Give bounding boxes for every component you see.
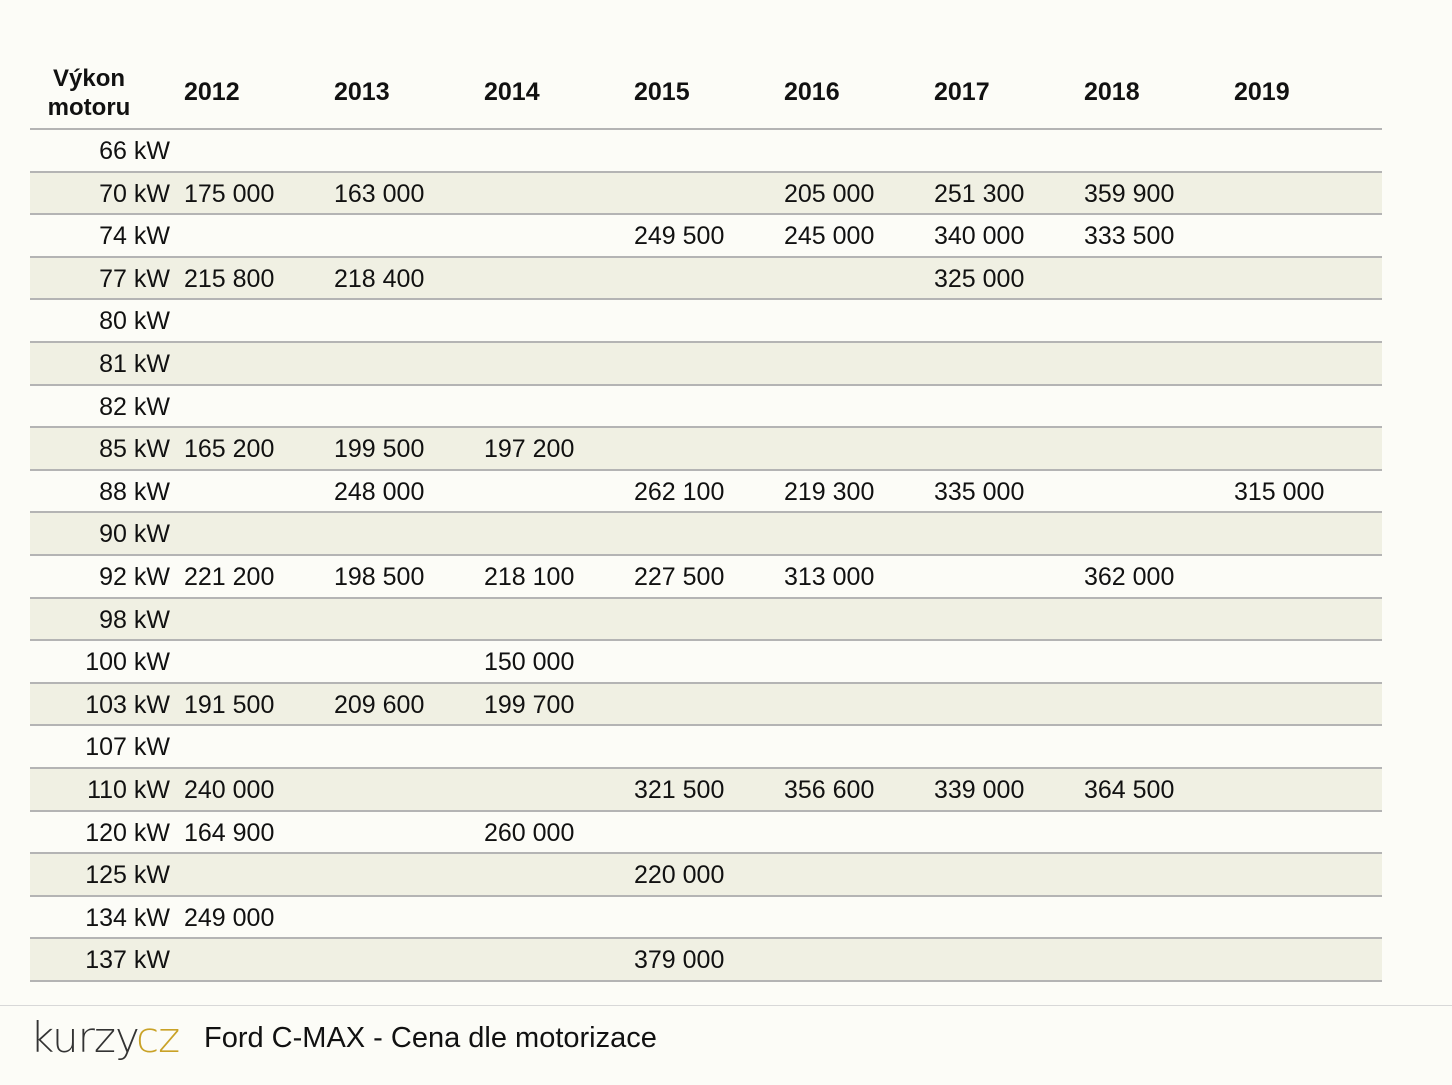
- column-header-2015: 2015: [634, 78, 690, 106]
- table-row: [30, 641, 1382, 684]
- price-cell: 362 000: [1084, 562, 1175, 591]
- price-cell: 260 000: [484, 818, 575, 847]
- row-label-power: 82 kW: [99, 392, 170, 421]
- price-cell: 227 500: [634, 562, 725, 591]
- power-column-header: [30, 64, 148, 122]
- price-cell: 335 000: [934, 477, 1025, 506]
- price-cell: 251 300: [934, 179, 1025, 208]
- footer: [0, 1005, 1452, 1085]
- row-label-power: 98 kW: [99, 605, 170, 634]
- table-row: [30, 428, 1382, 471]
- price-cell: 364 500: [1084, 775, 1175, 804]
- logo-text-cz: cz: [136, 1014, 180, 1062]
- table-row: [30, 513, 1382, 556]
- price-cell: 313 000: [784, 562, 875, 591]
- price-cell: 163 000: [334, 179, 425, 208]
- column-header-2018: 2018: [1084, 78, 1140, 106]
- price-cell: 198 500: [334, 562, 425, 591]
- price-cell: 221 200: [184, 562, 275, 591]
- table-row: [30, 939, 1382, 982]
- price-cell: 245 000: [784, 222, 875, 251]
- table-row: [30, 599, 1382, 642]
- logo-text-kurzy: kurzy: [30, 1014, 139, 1062]
- column-header-2016: 2016: [784, 78, 840, 106]
- price-cell: 197 200: [484, 435, 575, 464]
- price-cell: 218 400: [334, 264, 425, 293]
- price-cell: 164 900: [184, 818, 275, 847]
- price-cell: 339 000: [934, 775, 1025, 804]
- table-row: [30, 769, 1382, 812]
- price-cell: 379 000: [634, 946, 725, 975]
- table-row: [30, 258, 1382, 301]
- price-cell: 340 000: [934, 222, 1025, 251]
- table-row: [30, 300, 1382, 343]
- price-cell: 150 000: [484, 648, 575, 677]
- price-cell: 249 500: [634, 222, 725, 251]
- price-cell: 165 200: [184, 435, 275, 464]
- row-label-power: 134 kW: [85, 903, 170, 932]
- column-header-2012: 2012: [184, 78, 240, 106]
- table-row: [30, 215, 1382, 258]
- table-row: [30, 726, 1382, 769]
- price-cell: 199 500: [334, 435, 425, 464]
- row-label-power: 120 kW: [85, 818, 170, 847]
- price-cell: 333 500: [1084, 222, 1175, 251]
- row-label-power: 85 kW: [99, 435, 170, 464]
- table-row: [30, 386, 1382, 429]
- price-table: [30, 62, 1382, 982]
- row-label-power: 80 kW: [99, 307, 170, 336]
- row-label-power: 107 kW: [85, 733, 170, 762]
- price-cell: 175 000: [184, 179, 275, 208]
- table-row: [30, 173, 1382, 216]
- column-header-2013: 2013: [334, 78, 390, 106]
- table-row: [30, 556, 1382, 599]
- kurzy-cz-logo: [30, 1014, 190, 1062]
- price-cell: 249 000: [184, 903, 275, 932]
- price-cell: 215 800: [184, 264, 275, 293]
- row-label-power: 74 kW: [99, 222, 170, 251]
- row-label-power: 88 kW: [99, 477, 170, 506]
- price-cell: 219 300: [784, 477, 875, 506]
- row-label-power: 66 kW: [99, 137, 170, 165]
- row-label-power: 125 kW: [85, 861, 170, 890]
- row-label-power: 70 kW: [99, 179, 170, 208]
- price-cell: 209 600: [334, 690, 425, 719]
- price-cell: 220 000: [634, 861, 725, 890]
- price-cell: 248 000: [334, 477, 425, 506]
- row-label-power: 92 kW: [99, 562, 170, 591]
- power-header-line-1: Výkon: [52, 65, 126, 92]
- column-header-2014: 2014: [484, 78, 540, 106]
- table-row: [30, 130, 1382, 173]
- price-cell: 262 100: [634, 477, 725, 506]
- price-cell: 325 000: [934, 264, 1025, 293]
- row-label-power: 103 kW: [85, 690, 170, 719]
- column-header-2017: 2017: [934, 78, 990, 106]
- table-row: [30, 854, 1382, 897]
- table-row: [30, 343, 1382, 386]
- price-cell: 315 000: [1234, 477, 1325, 506]
- table-header-row: [30, 62, 1382, 130]
- row-label-power: 110 kW: [87, 775, 170, 804]
- row-label-power: 100 kW: [85, 648, 170, 677]
- price-cell: 199 700: [484, 690, 575, 719]
- row-label-power: 81 kW: [99, 349, 170, 378]
- column-header-2019: 2019: [1234, 78, 1290, 106]
- table-row: [30, 897, 1382, 940]
- row-label-power: 77 kW: [99, 264, 170, 293]
- price-cell: 359 900: [1084, 179, 1175, 208]
- power-header-line-2: motoru: [47, 94, 131, 121]
- chart-title: Ford C-MAX - Cena dle motorizace: [204, 1022, 657, 1054]
- table-row: [30, 471, 1382, 514]
- price-cell: 321 500: [634, 775, 725, 804]
- price-cell: 356 600: [784, 775, 875, 804]
- price-cell: 218 100: [484, 562, 575, 591]
- price-cell: 191 500: [184, 690, 275, 719]
- table-row: [30, 684, 1382, 727]
- table-body: [30, 130, 1382, 982]
- price-cell: 240 000: [184, 775, 275, 804]
- table-row: [30, 812, 1382, 855]
- row-label-power: 90 kW: [99, 520, 170, 549]
- row-label-power: 137 kW: [85, 946, 170, 975]
- price-cell: 205 000: [784, 179, 875, 208]
